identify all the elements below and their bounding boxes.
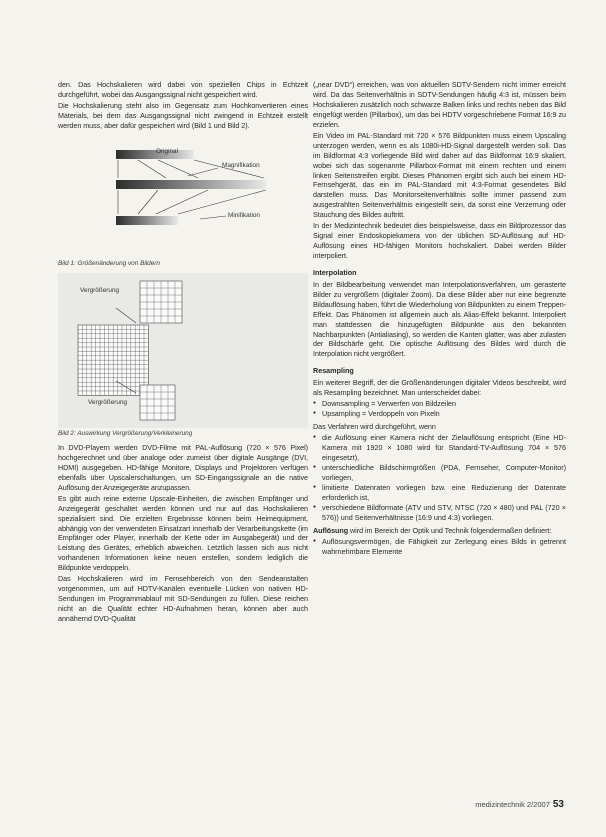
- right-column: [313, 80, 566, 557]
- intro-paragraph-2: Die Hochskalierung steht also im Gegensatz zum Hochkonvertieren eines Materials, bei dem das Ausgangssignal nicht zwingend in Echtzeit erstellt werden muss, aber dafür gespeichert wird (Bild 1 und Bild 2).: [58, 101, 308, 131]
- heading-interpolation: Interpolation: [313, 268, 357, 278]
- list-item: ● Auflösungsvermögen, die Fähigkeit zur Zerlegung eines Bilds in getrennt wahrnehmbare Elemente: [322, 537, 566, 557]
- list-item: ● limitierte Datenraten vorliegen bzw. eine Reduzierung der Datenrate erforderlich ist,: [322, 483, 566, 503]
- body-paragraph-1: In DVD-Playern werden DVD-Filme mit PAL-Auflösung (720 × 576 Pixel) hochgerechnet und über analoge oder zumeist über digitale Ausgänge (DVI, HDMI) ausgegeben. HD-fähige Monitore, Displays und Projektoren verfügen ebenfalls über Upscalerschaltungen, um SD-Eingangssignale an die native Auflösung der Anzeigegeräte anzupassen.: [58, 442, 308, 492]
- figure-1-diagram: [58, 136, 308, 258]
- procedure-list: [313, 433, 566, 522]
- aufloesung-text: wird im Bereich der Optik und Technik folgendermaßen definiert:: [348, 525, 552, 535]
- intro-paragraph-1: den. Das Hochskalieren wird dabei von speziellen Chips in Echtzeit durchgeführt, wobei das Ausgangssignal nicht gespeichert wird.: [58, 80, 308, 99]
- figure-1-caption: Bild 1: Größenänderung von Bildern: [58, 259, 160, 267]
- interpolation-paragraph: In der Bildbearbeitung verwendet man Interpolationsverfahren, um gerasterte Bilder zu vergrößern (digitaler Zoom). Da diese Bilder aber nur eine begrenzte Bildauflösung haben, führt die Wiederholung von Bildpunkten zu einem Treppen-Effekt. Das Phänomen ist allgemein auch als Alias-Effekt bekannt. Interpoliert man stattdessen die hinzugefügten Bildpunkte aus den bekannten Nachbarpunkten (Antialiasing), so werden die Kanten glatter, was aber zulasten der Bildschärfe geht. Die optische Auflösung des Bildes wird durch die Interpolation nicht vergrößert.: [313, 280, 566, 359]
- label-vergroesserung-top: Vergrößerung: [80, 286, 120, 294]
- page-number: 53: [552, 799, 564, 810]
- magnified-bar: [116, 180, 266, 189]
- list-item: ● die Auflösung einer Kamera nicht der Zielauflösung entspricht (Eine HD-Kamera mit 1920 × 1080 wird für Standard-TV-Auflösung 704 × 576 eingesetzt),: [322, 433, 566, 463]
- list-item: ● unterschiedliche Bildschirmgrößen (PDA, Fernseher, Computer-Monitor) vorliegen,: [322, 463, 566, 483]
- journal-name: medizintechnik 2/2007: [475, 800, 550, 809]
- label-original: Original: [156, 147, 179, 155]
- body-paragraph-3: Das Hochskalieren wird im Fernsehbereich von den Sendeanstalten vorgenommen, um auf HDTV-Kanälen eventuelle Lücken von nativen HD-Sendungen im Programmablauf mit SD-Sendungen zu füllen. Diese reichen nicht an die Qualität echter HD-Aufnahmen heran, können aber auch annähernd DVD-Qualität: [58, 574, 308, 624]
- right-paragraph-2: Ein Video im PAL-Standard mit 720 × 576 Bildpunkten muss einem Upscaling unterzogen werden, wenn es als 1080i-HD-Signal dargestellt werden soll. Das im Bildformat 4:3 vorliegende Bild wird daher auf das Bildformat 16:9 skaliert, wobei sich das sogenannte Pillarbox-Format mit einem rechten und einem linken Seitenstreifen ergibt. Dieses Phänomen ergibt sich auch bei einem HD-Fernsehgerät, das ein im PAL-Standard mit 4:3-Format gesendetes Bild darstellen muss. Das Monitorseitenverhältnis sollte immer passend zum ausgestrahlten Seitenverhältnis eingestellt sein, da sonst eine Verzerrung oder Stauchung des Bildes auftritt.: [313, 130, 566, 220]
- right-paragraph-1: („near DVD“) erreichen, was von aktuellen SDTV-Sendern nicht immer erreicht wird. Da das Seitenverhältnis in SDTV-Sendungen häufig 4:3 ist, müssen beim Hochskalieren zusätzlich noch schwarze Balken links und rechts neben das Bild eingefügt werden (Pillarbox), um das bei HDTV vorgeschriebene Format 16:9 zu erzielen.: [313, 80, 566, 129]
- list-item: ● Downsampling = Verwerfen von Bildzeilen: [322, 399, 566, 409]
- page-footer: [475, 799, 564, 810]
- original-bar: [116, 147, 194, 159]
- aufloesung-paragraph: [313, 526, 566, 536]
- aufloesung-term: Auflösung: [313, 525, 349, 535]
- figure-2: [58, 273, 308, 428]
- figure-2-caption: Bild 2: Auswirkung Vergrößerung/Verkleinerung: [58, 429, 193, 437]
- left-column: [58, 80, 308, 625]
- aufloesung-list: [313, 537, 566, 557]
- figure-1: [58, 136, 308, 258]
- body-paragraph-2: Es gibt auch reine externe Upscale-Einheiten, die zwischen Empfänger und Anzeigegerät geschaltet werden können und nur auf das Hochskalieren spezialisiert sind. Die erzielten Ergebnisse können beim Heimequipment, abhängig von der verwendeten Einsatzart innerhalb der Verarbeitungskette (im Empfänger oder Player, innerhalb der Kette oder im Ausgabegerät) und der Leistung des Gerätes, erheblich abweichen. Letztlich lassen sich aus nicht vorhandenen Informationen keine neuen erstellen, sondern lediglich die Bildpunkte verdoppeln.: [58, 493, 308, 573]
- list-item: ● verschiedene Bildformate (ATV und STV, NTSC (720 × 480) und PAL (720 × 576)) und Seitenverhältnisse (16:9 und 4:3) vorliegen.: [322, 503, 566, 523]
- label-vergroesserung-bottom: Vergrößerung: [88, 398, 128, 406]
- label-minification: Minifikation: [228, 211, 260, 219]
- resampling-list: [313, 399, 566, 419]
- label-magnification: Magnifikation: [222, 161, 260, 169]
- heading-resampling: Resampling: [313, 366, 354, 376]
- right-paragraph-3: In der Medizintechnik bedeutet dies beispielsweise, dass ein Bildprozessor das Signal einer Endoskopiekamera von der üblichen SD-Auflösung auf HD-Auflösung eines HD-fähigen Monitors hochskaliert. Dabei werden Bilder interpoliert.: [313, 221, 566, 261]
- procedure-intro: Das Verfahren wird durchgeführt, wenn: [313, 422, 436, 432]
- minified-bar: [116, 216, 178, 225]
- list-item: ● Upsampling = Verdoppeln von Pixeln: [322, 409, 566, 419]
- resampling-paragraph: Ein weiterer Begriff, der die Größenänderungen digitaler Videos beschreibt, wird als Resampling bezeichnet. Man unterscheidet dabei:: [313, 378, 566, 398]
